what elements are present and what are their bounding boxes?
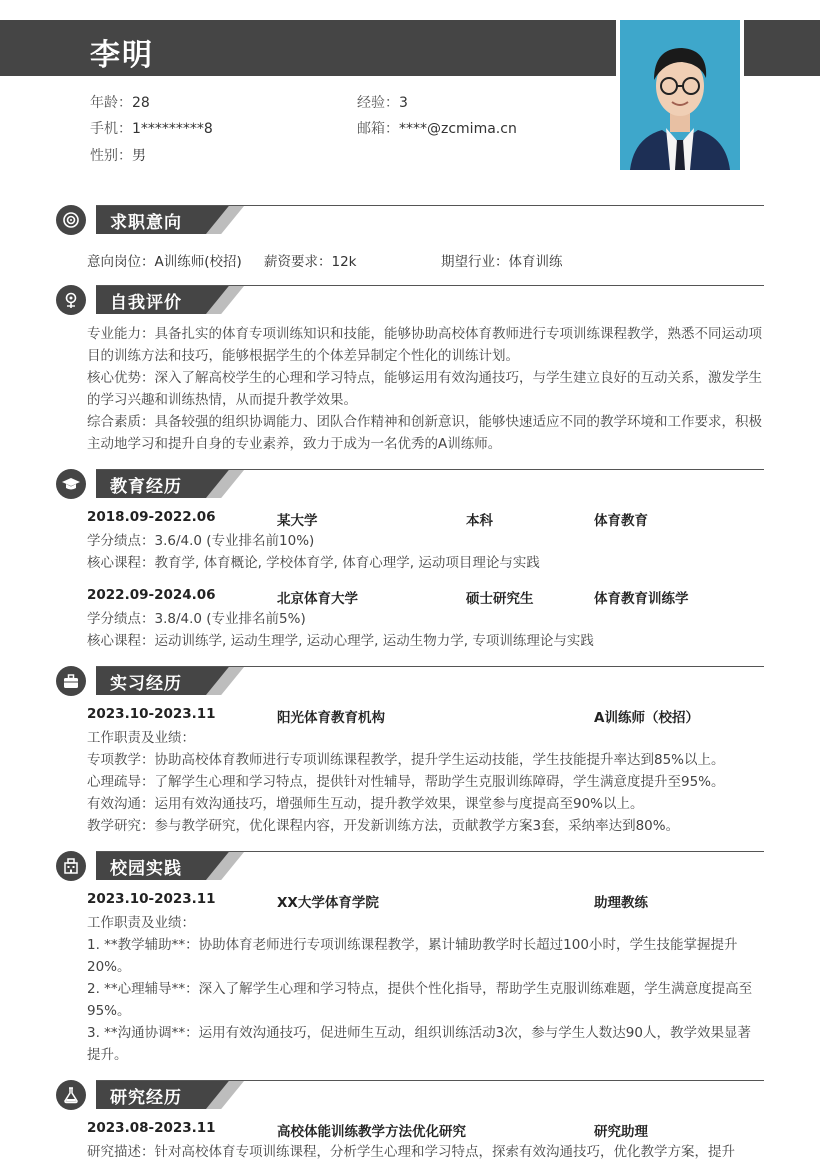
intent-salary: 薪资要求：12k xyxy=(264,254,357,270)
profile-photo xyxy=(620,20,740,170)
edu-school: 某大学 xyxy=(277,513,318,529)
research-topic: 高校体能训练教学方法优化研究 xyxy=(277,1124,466,1140)
experience-field: 经验：3 xyxy=(357,95,408,111)
intent-position: 意向岗位：A训练师(校招) xyxy=(87,254,242,270)
email-field: 邮箱：****@zcmima.cn xyxy=(357,121,517,137)
intern-period: 2023.10-2023.11 xyxy=(87,706,216,722)
section-header-eval xyxy=(56,285,764,317)
section-title: 研究经历 xyxy=(110,1088,182,1108)
campus-period: 2023.10-2023.11 xyxy=(87,891,216,907)
flower-icon xyxy=(56,285,86,315)
gender-field: 性别：男 xyxy=(90,148,146,164)
edu-major: 体育教育训练学 xyxy=(594,591,689,607)
flask-icon xyxy=(56,1080,86,1110)
intern-line: 心理疏导：了解学生心理和学习特点，提供针对性辅导，帮助学生克服训练障碍，学生满意度提升至95%。 xyxy=(87,774,725,790)
research-period: 2023.08-2023.11 xyxy=(87,1120,216,1136)
campus-org: XX大学体育学院 xyxy=(277,895,379,911)
section-header-research xyxy=(56,1080,764,1112)
intern-line: 专项教学：协助高校体育教师进行专项训练课程教学，提升学生运动技能，学生技能提升率达到85%以上。 xyxy=(87,752,725,768)
campus-line: 2. **心理辅导**：深入了解学生心理和学习特点，提供个性化指导，帮助学生克服训练难题，学生满意度提高至95%。 xyxy=(87,981,753,1019)
section-header-intent xyxy=(56,205,764,237)
intern-line: 有效沟通：运用有效沟通技巧，增强师生互动，提升教学效果，课堂参与度提高至90%以上。 xyxy=(87,796,644,812)
campus-line: 工作职责及业绩： xyxy=(87,915,195,931)
section-header-campus xyxy=(56,851,764,883)
edu-gpa: 学分绩点：3.8/4.0 (专业排名前5%) xyxy=(87,611,306,627)
intern-line: 工作职责及业绩： xyxy=(87,730,195,746)
phone-field: 手机：1*********8 xyxy=(90,121,213,137)
building-icon xyxy=(56,851,86,881)
edu-degree: 本科 xyxy=(466,513,493,529)
briefcase-icon xyxy=(56,666,86,696)
age-field: 年龄：28 xyxy=(90,95,150,111)
edu-courses: 核心课程：教育学, 体育概论, 学校体育学, 体育心理学, 运动项目理论与实践 xyxy=(87,555,540,571)
edu-courses: 核心课程：运动训练学, 运动生理学, 运动心理学, 运动生物力学, 专项训练理论与实践 xyxy=(87,633,594,649)
section-header-education xyxy=(56,469,764,501)
candidate-name: 李明 xyxy=(90,38,154,73)
edu-major: 体育教育 xyxy=(594,513,648,529)
section-title: 求职意向 xyxy=(110,213,182,233)
edu-period: 2018.09-2022.06 xyxy=(87,509,216,525)
research-role: 研究助理 xyxy=(594,1124,648,1140)
edu-gpa: 学分绩点：3.6/4.0 (专业排名前10%) xyxy=(87,533,315,549)
section-title: 自我评价 xyxy=(110,293,182,313)
campus-role: 助理教练 xyxy=(594,895,648,911)
section-header-internship xyxy=(56,666,764,698)
intern-org: 阳光体育教育机构 xyxy=(277,710,385,726)
eval-paragraph-1: 专业能力：具备扎实的体育专项训练知识和技能，能够协助高校体育教师进行专项训练课程教学，熟悉不同运动项目的训练方法和技巧，能够根据学生的个体差异制定个性化的训练计划。 xyxy=(87,326,762,364)
eval-paragraph-3: 综合素质：具备较强的组织协调能力、团队合作精神和创新意识，能够快速适应不同的教学环境和工作要求，积极主动地学习和提升自身的专业素养，致力于成为一名优秀的A训练师。 xyxy=(87,414,762,452)
edu-degree: 硕士研究生 xyxy=(466,591,534,607)
intent-industry: 期望行业：体育训练 xyxy=(441,254,563,270)
target-icon xyxy=(56,205,86,235)
section-title: 实习经历 xyxy=(110,674,182,694)
section-title: 教育经历 xyxy=(110,477,182,497)
header-band-right xyxy=(744,20,820,76)
intern-role: A训练师（校招） xyxy=(594,710,699,726)
edu-period: 2022.09-2024.06 xyxy=(87,587,216,603)
section-title: 校园实践 xyxy=(110,859,182,879)
graduation-cap-icon xyxy=(56,469,86,499)
campus-line: 3. **沟通协调**：运用有效沟通技巧，促进师生互动，组织训练活动3次，参与学生人数达90人，教学效果显著提升。 xyxy=(87,1025,751,1063)
campus-line: 1. **教学辅助**：协助体育老师进行专项训练课程教学，累计辅助教学时长超过100小时，学生技能掌握提升20%。 xyxy=(87,937,738,975)
edu-school: 北京体育大学 xyxy=(277,591,358,607)
research-description: 研究描述：针对高校体育专项训练课程，分析学生心理和学习特点，探索有效沟通技巧，优化教学方案，提升 xyxy=(87,1144,735,1160)
intern-line: 教学研究：参与教学研究，优化课程内容，开发新训练方法，贡献教学方案3套，采纳率达到80%。 xyxy=(87,818,680,834)
eval-paragraph-2: 核心优势：深入了解高校学生的心理和学习特点，能够运用有效沟通技巧，与学生建立良好的互动关系，激发学生的学习兴趣和训练热情，从而提升教学效果。 xyxy=(87,370,762,408)
